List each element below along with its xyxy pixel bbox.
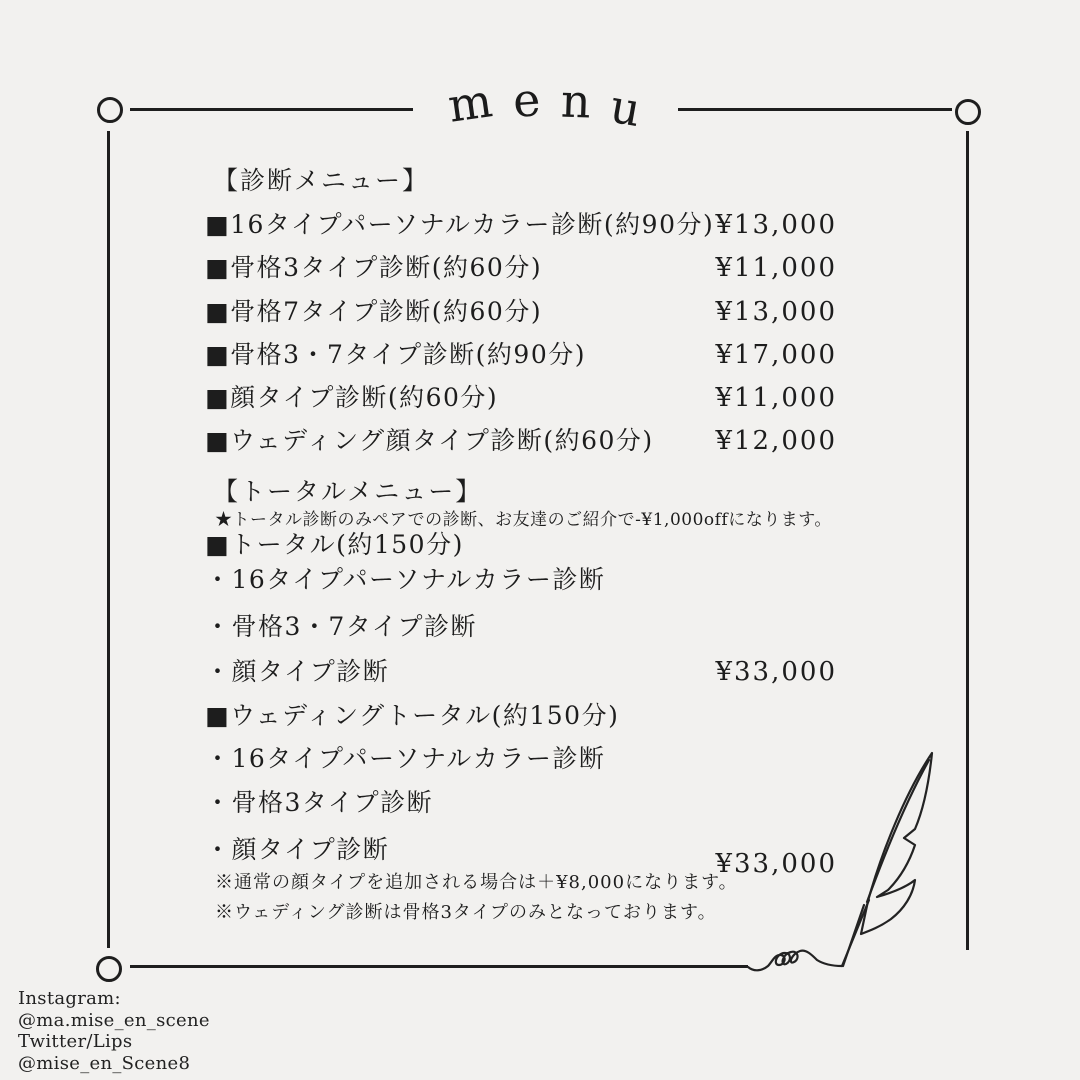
footnote-wedding: ※ウェディング診断は骨格3タイプのみとなっております。 [215, 902, 717, 923]
social-handles [18, 988, 210, 1074]
page-title [430, 72, 660, 138]
menu-item-price: ¥12,000 [715, 426, 837, 456]
menu-item-row [205, 339, 837, 371]
menu-item-label: ■骨格3タイプ診断(約60分) [205, 253, 543, 282]
section-heading-diagnosis: 【診断メニュー】 [213, 166, 430, 195]
section-heading-total: 【トータルメニュー】 [213, 477, 483, 506]
quill-rachis [867, 760, 929, 902]
menu-item-price: ¥11,000 [715, 383, 837, 413]
frame-rule-left [107, 131, 110, 948]
group-sub-item: ・顔タイプ診断 [205, 835, 390, 864]
footnote-face-type: ※通常の顔タイプを追加される場合は＋¥8,000になります。 [215, 872, 738, 893]
menu-item-label: ■骨格7タイプ診断(約60分) [205, 297, 543, 326]
menu-item-price: ¥13,000 [715, 297, 837, 327]
group-sub-item: ・骨格3タイプ診断 [205, 788, 434, 817]
menu-item-label: ■顔タイプ診断(約60分) [205, 383, 499, 412]
quill-pen-icon [718, 738, 978, 983]
frame-rule-top-right [678, 108, 952, 111]
menu-item-row [205, 425, 837, 457]
quill-vane [861, 753, 932, 934]
menu-item-price: ¥11,000 [715, 253, 837, 283]
frame-corner-circle-top-left [97, 97, 123, 123]
footer-line-twitter-label: Twitter/Lips [18, 1031, 133, 1052]
quill-squiggle [748, 951, 842, 971]
pair-discount-note: ★トータル診断のみペアでの診断、お友達のご紹介で-¥1,000offになります。 [215, 510, 832, 530]
group-sub-item: ・16タイプパーソナルカラー診断 [205, 565, 606, 594]
frame-corner-circle-bottom-left [96, 956, 122, 982]
footer-line-twitter-handle: @mise_en_Scene8 [18, 1052, 191, 1074]
frame-corner-circle-top-right [955, 99, 981, 125]
title-letter: m [445, 73, 496, 133]
menu-item-price: ¥13,000 [715, 210, 837, 240]
title-letter: n [560, 73, 592, 129]
menu-item-label: ■16タイプパーソナルカラー診断(約90分) [205, 210, 715, 239]
group-price: ¥33,000 [715, 657, 837, 687]
group-sub-item-row [205, 656, 837, 688]
quill-shaft-inner [843, 905, 864, 966]
group-sub-item: ・骨格3・7タイプ診断 [205, 612, 478, 641]
frame-rule-bottom [130, 965, 748, 968]
menu-item-row [205, 209, 837, 241]
title-letter: e [511, 72, 543, 128]
menu-item-row [205, 296, 837, 328]
group-sub-item: ・顔タイプ診断 [205, 657, 390, 686]
group-price: ¥33,000 [715, 849, 837, 879]
menu-item-row [205, 382, 837, 414]
group-sub-item: ・16タイプパーソナルカラー診断 [205, 744, 606, 773]
footer-line-instagram-handle: @ma.mise_en_scene [18, 1009, 210, 1031]
frame-rule-top-left [130, 108, 413, 111]
menu-item-label: ■ウェディング顔タイプ診断(約60分) [205, 426, 654, 455]
footer-line-instagram-label: Instagram: [18, 988, 121, 1009]
group-title-wedding-total: ■ウェディングトータル(約150分) [205, 701, 620, 730]
group-title-total: ■トータル(約150分) [205, 530, 464, 559]
menu-item-label: ■骨格3・7タイプ診断(約90分) [205, 340, 587, 369]
menu-item-row [205, 252, 837, 284]
menu-item-price: ¥17,000 [715, 340, 837, 370]
title-letter: u [606, 78, 645, 138]
